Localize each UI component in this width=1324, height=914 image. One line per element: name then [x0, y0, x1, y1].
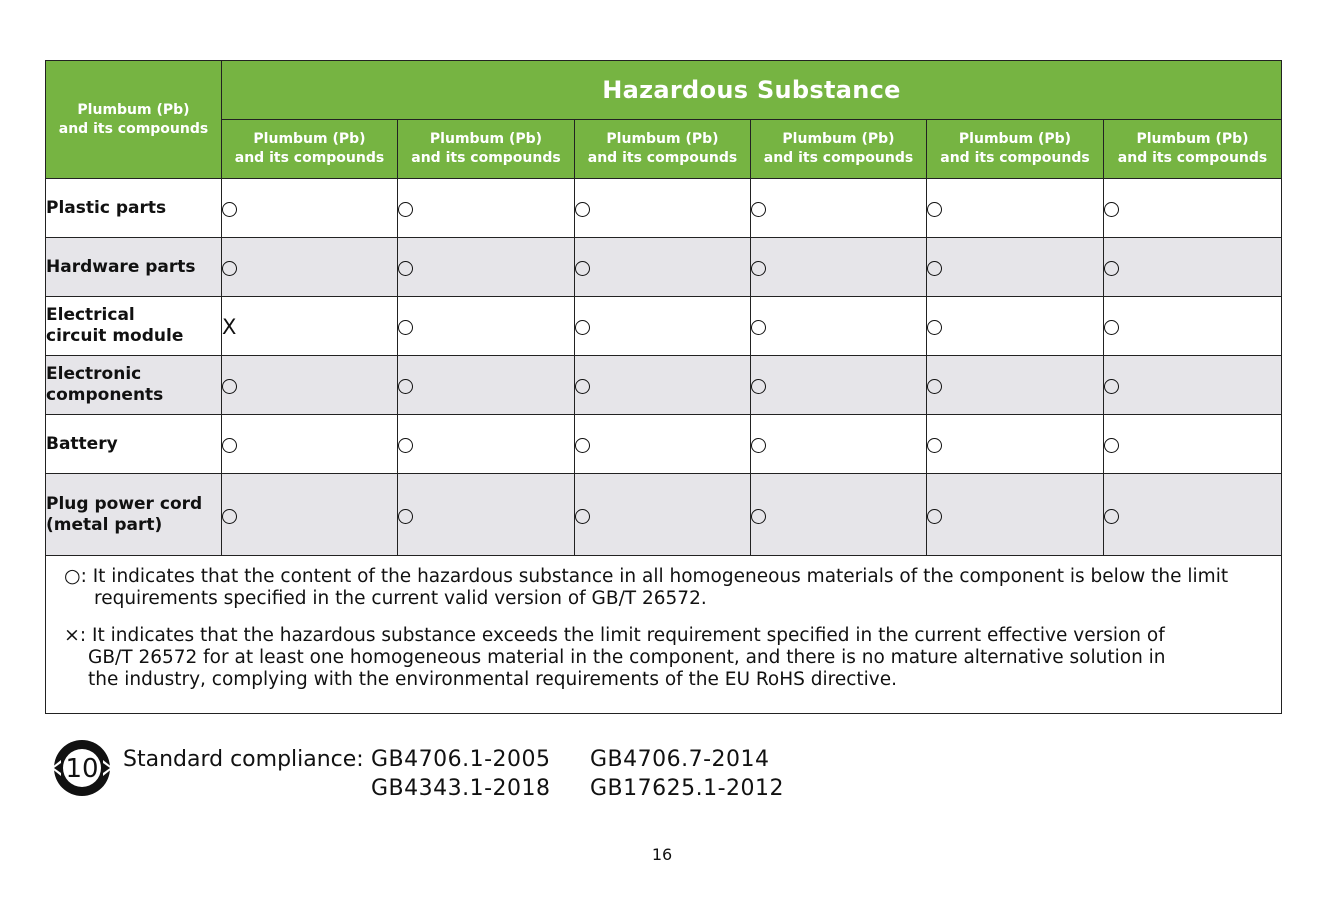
circle-icon [222, 379, 237, 394]
part-name-line: Electronic [46, 364, 142, 384]
circle-note-symbol: ○ [64, 565, 81, 587]
corner-header [46, 61, 222, 179]
substance-header [398, 120, 575, 179]
table-row [46, 356, 1282, 415]
circle-icon [1104, 379, 1119, 394]
circle-note-line2: requirements specified in the current valid version of GB/T 26572. [94, 588, 707, 609]
substance-header-line: and its compounds [763, 150, 914, 166]
circle-icon [575, 261, 590, 276]
substance-mark-cell [398, 415, 575, 474]
substance-mark-cell [222, 356, 398, 415]
part-name [46, 474, 222, 556]
hazardous-substance-table [45, 60, 1282, 714]
circle-icon [575, 509, 590, 524]
substance-mark-cell [222, 474, 398, 556]
substance-header-line: and its compounds [411, 150, 561, 166]
circle-icon [398, 320, 413, 335]
eco-logo-number: 10 [65, 754, 99, 784]
hazardous-substance-header: Hazardous Substance [222, 61, 1282, 120]
circle-icon [575, 438, 590, 453]
circle-icon [222, 438, 237, 453]
compliance-label: Standard compliance: [123, 747, 364, 772]
circle-icon [751, 379, 766, 394]
substance-header-line: and its compounds [234, 150, 385, 166]
substance-mark-cell [1104, 297, 1282, 356]
circle-icon [927, 202, 942, 217]
substance-header [1104, 120, 1282, 179]
part-name [46, 297, 222, 356]
cross-note-line3: the industry, complying with the environmental requirements of the EU RoHS directive. [88, 669, 898, 690]
circle-icon [751, 509, 766, 524]
part-name-line: Plug power cord [46, 493, 203, 514]
substance-mark-cell [398, 474, 575, 556]
circle-icon [927, 379, 942, 394]
notes-cell [46, 556, 1282, 714]
circle-icon [927, 261, 942, 276]
substance-mark-cell [222, 297, 398, 356]
substance-header [222, 120, 398, 179]
page-number: 16 [651, 845, 673, 864]
substance-header-line: Plumbum (Pb) [958, 131, 1072, 147]
substance-mark-cell [927, 415, 1104, 474]
substance-header-line: Plumbum (Pb) [429, 131, 543, 147]
substance-mark-cell [927, 297, 1104, 356]
standard-3: GB4343.1-2018 [371, 776, 551, 801]
substance-mark-cell [927, 474, 1104, 556]
circle-icon [1104, 509, 1119, 524]
circle-icon [222, 509, 237, 524]
header-row-substances [46, 120, 1282, 179]
part-name-line: Electrical [46, 305, 135, 325]
circle-icon [398, 379, 413, 394]
substance-mark-cell [927, 238, 1104, 297]
part-name [46, 179, 222, 238]
part-name [46, 356, 222, 415]
part-name-line: Battery [46, 433, 118, 454]
table-row [46, 297, 1282, 356]
substance-mark-cell [1104, 238, 1282, 297]
cross-note-line2: GB/T 26572 for at least one homogeneous material in the component, and there is no mature alternative solution in [88, 647, 1166, 668]
substance-mark-cell [222, 179, 398, 238]
part-name [46, 238, 222, 297]
circle-icon [222, 261, 237, 276]
substance-header-line: Plumbum (Pb) [782, 131, 895, 147]
part-name-line: circuit module [46, 326, 184, 346]
substance-mark-cell [398, 356, 575, 415]
part-name-line: components [46, 385, 164, 405]
substance-mark-cell [575, 238, 751, 297]
standard-1: GB4706.1-2005 [371, 747, 551, 772]
circle-icon [1104, 202, 1119, 217]
circle-icon [1104, 438, 1119, 453]
part-name-line: Hardware parts [46, 256, 196, 277]
substance-mark-cell [751, 356, 927, 415]
substance-header-line: Plumbum (Pb) [1136, 131, 1249, 147]
cross-note-symbol: × [64, 624, 80, 646]
substance-mark-cell [575, 179, 751, 238]
substance-mark-cell [1104, 415, 1282, 474]
substance-mark-cell [398, 238, 575, 297]
circle-icon [751, 202, 766, 217]
circle-icon [1104, 261, 1119, 276]
substance-header-line: Plumbum (Pb) [606, 131, 719, 147]
circle-icon [751, 261, 766, 276]
substance-mark-cell [398, 179, 575, 238]
substance-mark-cell [751, 474, 927, 556]
circle-note [64, 565, 1265, 610]
substance-mark-cell [398, 297, 575, 356]
substance-mark-cell [575, 415, 751, 474]
substance-header-line: and its compounds [1117, 150, 1268, 166]
environment-protection-use-period-icon [50, 738, 114, 798]
table-row [46, 415, 1282, 474]
part-name-line: (metal part) [46, 514, 163, 535]
substance-mark-cell [927, 356, 1104, 415]
notes-row [46, 556, 1282, 714]
substance-mark-cell [751, 179, 927, 238]
circle-icon [398, 261, 413, 276]
corner-header-line2: and its compounds [58, 120, 209, 137]
circle-note-line1: : It indicates that the content of the hazardous substance in all homogeneous materials of the component is below the limit [80, 566, 1229, 587]
circle-icon [398, 202, 413, 217]
standard-compliance [50, 738, 830, 801]
circle-icon [927, 509, 942, 524]
substance-header-line: and its compounds [940, 150, 1090, 166]
cross-note-line1: : It indicates that the hazardous substance exceeds the limit requirement specified in the current effective version of [79, 625, 1165, 646]
substance-mark-cell [751, 415, 927, 474]
part-name-line: Plastic parts [46, 197, 167, 218]
circle-icon [1104, 320, 1119, 335]
substance-mark-cell [575, 356, 751, 415]
substance-mark-cell [751, 238, 927, 297]
part-name [46, 415, 222, 474]
corner-header-line1: Plumbum (Pb) [77, 101, 190, 118]
cross-icon: X [222, 315, 237, 339]
table-row [46, 474, 1282, 556]
substance-mark-cell [575, 297, 751, 356]
circle-icon [222, 202, 237, 217]
circle-icon [927, 438, 942, 453]
table-row [46, 179, 1282, 238]
circle-icon [751, 438, 766, 453]
cross-note [64, 624, 1265, 691]
substance-header [751, 120, 927, 179]
standard-2: GB4706.7-2014 [590, 747, 770, 772]
substance-header-line: Plumbum (Pb) [253, 131, 366, 147]
substance-mark-cell [751, 297, 927, 356]
circle-icon [751, 320, 766, 335]
circle-icon [398, 509, 413, 524]
circle-icon [398, 438, 413, 453]
circle-icon [575, 379, 590, 394]
circle-icon [927, 320, 942, 335]
substance-mark-cell [575, 474, 751, 556]
circle-icon [575, 320, 590, 335]
substance-mark-cell [1104, 474, 1282, 556]
substance-header [927, 120, 1104, 179]
substance-mark-cell [222, 415, 398, 474]
circle-icon [575, 202, 590, 217]
substance-header-line: and its compounds [587, 150, 738, 166]
table-row [46, 238, 1282, 297]
substance-mark-cell [222, 238, 398, 297]
substance-mark-cell [1104, 356, 1282, 415]
substance-mark-cell [927, 179, 1104, 238]
header-row-main [46, 61, 1282, 120]
substance-mark-cell [1104, 179, 1282, 238]
standard-4: GB17625.1-2012 [590, 776, 785, 801]
substance-header [575, 120, 751, 179]
